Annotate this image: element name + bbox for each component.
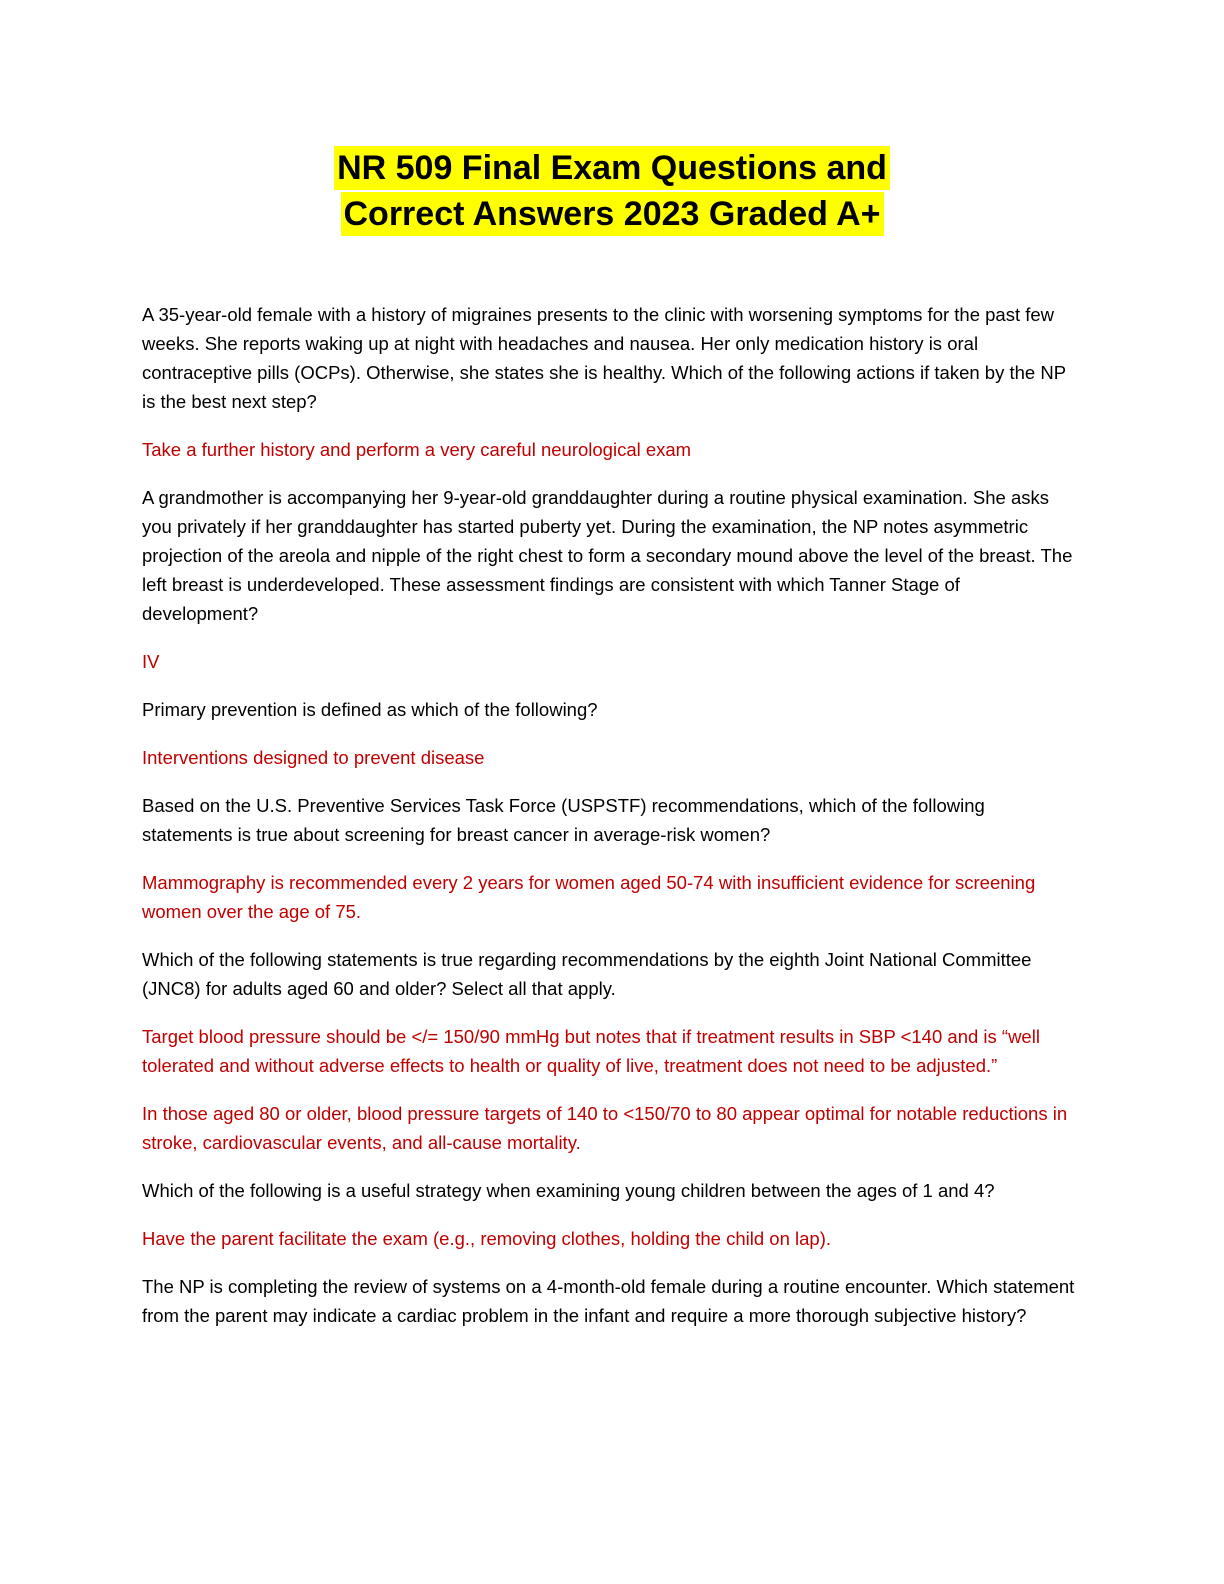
question-paragraph: The NP is completing the review of systems on a 4-month-old female during a routine encounter. Which statement from the parent may indicate a cardiac problem in the infant and require a more thorough subjective history?	[142, 1276, 1075, 1326]
question-paragraph: A 35-year-old female with a history of migraines presents to the clinic with worsening symptoms for the past few weeks. She reports waking up at night with headaches and nausea. Her only medication history is oral contraceptive pills (OCPs). Otherwise, she states she is healthy. Which of the following actions if taken by the NP is the best next step?	[142, 304, 1066, 412]
question-paragraph: Which of the following statements is true regarding recommendations by the eighth Joint National Committee (JNC8) for adults aged 60 and older? Select all that apply.	[142, 949, 1032, 999]
document-body	[142, 300, 1077, 1349]
answer-paragraph: Target blood pressure should be </= 150/90 mmHg but notes that if treatment results in SBP <140 and is “well tolerated and without adverse effects to health or quality of live, treatment does not need to be adjusted.”	[142, 1026, 1040, 1076]
document-title	[0, 146, 1224, 238]
title-line-1: NR 509 Final Exam Questions and	[334, 146, 890, 190]
title-line-2: Correct Answers 2023 Graded A+	[341, 192, 884, 236]
question-paragraph: A grandmother is accompanying her 9-year-old granddaughter during a routine physical examination. She asks you privately if her granddaughter has started puberty yet. During the examination, the NP notes asymmetric projection of the areola and nipple of the right chest to form a secondary mound above the level of the breast. The left breast is underdeveloped. These assessment findings are consistent with which Tanner Stage of development?	[142, 487, 1073, 624]
answer-paragraph: Have the parent facilitate the exam (e.g., removing clothes, holding the child on lap).	[142, 1228, 831, 1249]
answer-paragraph: Take a further history and perform a very careful neurological exam	[142, 439, 692, 460]
answer-paragraph: IV	[142, 651, 160, 672]
question-paragraph: Which of the following is a useful strategy when examining young children between the ages of 1 and 4?	[142, 1180, 995, 1201]
answer-paragraph: In those aged 80 or older, blood pressure targets of 140 to <150/70 to 80 appear optimal for notable reductions in stroke, cardiovascular events, and all-cause mortality.	[142, 1103, 1068, 1153]
answer-paragraph: Interventions designed to prevent disease	[142, 747, 485, 768]
question-paragraph: Based on the U.S. Preventive Services Task Force (USPSTF) recommendations, which of the following statements is true about screening for breast cancer in average-risk women?	[142, 795, 985, 845]
question-paragraph: Primary prevention is defined as which of the following?	[142, 699, 598, 720]
answer-paragraph: Mammography is recommended every 2 years for women aged 50-74 with insufficient evidence for screening women over the age of 75.	[142, 872, 1036, 922]
